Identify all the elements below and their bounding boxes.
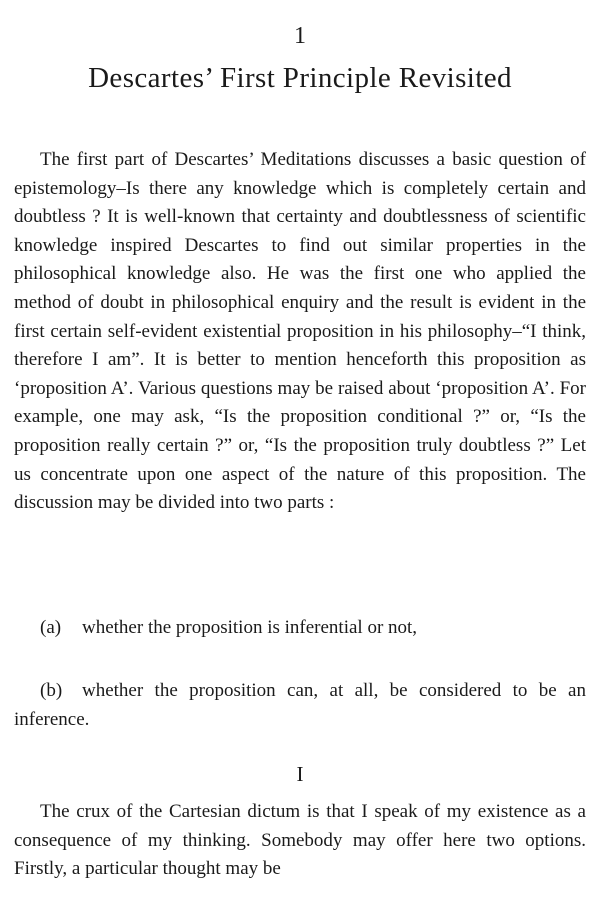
section-number: I (296, 762, 304, 786)
intro-text-rest: discusses a basic question of epistemology–Is there any knowledge which is completely certain and doubtless ? It is well-known that certainty and doubtlessness of scientific knowledge inspired Descartes to find out similar properties in the philosophical knowledge also. He was the first one who applied the method of doubt in philosophical enquiry and the result is evident in the first certain self-evident existential proposition in his philosophy–“I think, therefore I am”. It is better to mention henceforth this proposition as ‘proposition A’. Various questions may be raised about ‘proposition A’. For example, one may ask, “Is the proposition conditional ?” or, “Is the proposition really certain ?” or, “Is the proposition truly doubtless ?” Let us concentrate upon one aspect of the nature of this proposition. The discussion may be divided into two parts : (14, 149, 586, 514)
list-item-text: whether the proposition is inferential or not, (82, 617, 418, 638)
chapter-title: Descartes’ First Principle Revisited (88, 62, 512, 94)
intro-paragraph (14, 146, 586, 518)
section-paragraph: The crux of the Cartesian dictum is that I speak of my existence as a consequence of my thinking. Somebody may offer here two options. Firstly, a particular thought may be (14, 801, 586, 880)
list-item-label: (a) (40, 617, 62, 638)
chapter-number: 1 (294, 23, 306, 49)
intro-text-start: The first part of Descartes’ (40, 149, 261, 170)
book-page (14, 0, 586, 911)
list-item-b (14, 677, 586, 734)
list-item-text: whether the proposition can, at all, be considered to be an inference. (14, 680, 586, 730)
list-item-label: (b) (40, 680, 63, 701)
list-item-a (14, 614, 586, 643)
meditations-title: Meditations (260, 149, 352, 170)
